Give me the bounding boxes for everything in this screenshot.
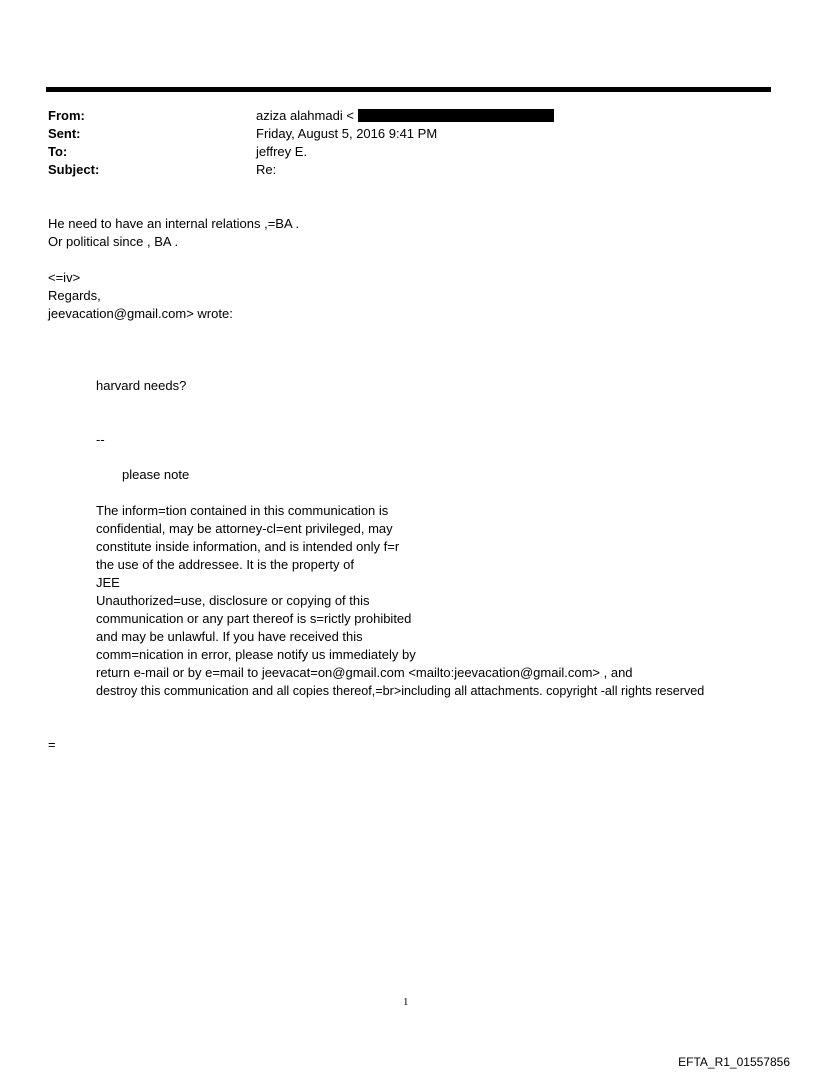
body-line-2: Or political since , BA . bbox=[48, 234, 179, 249]
disclaimer-line: confidential, may be attorney-cl=ent privileged, may bbox=[96, 521, 393, 536]
disclaimer-line: The inform=tion contained in this communication is bbox=[96, 503, 389, 518]
disclaimer-line: Unauthorized=use, disclosure or copying of this bbox=[96, 593, 370, 608]
disclaimer-line: comm=nication in error, please notify us immediately by bbox=[96, 647, 416, 662]
body-line-5: jeevacation@gmail.com> wrote: bbox=[48, 306, 233, 321]
to-label: To: bbox=[48, 144, 68, 159]
disclaimer-line: the use of the addressee. It is the property of bbox=[96, 557, 354, 572]
redaction-block bbox=[358, 109, 554, 122]
disclaimer-line: constitute inside information, and is intended only f=r bbox=[96, 539, 400, 554]
subject-value: Re: bbox=[256, 162, 277, 177]
bates-number: EFTA_R1_01557856 bbox=[678, 1055, 790, 1069]
body-line-3: <=iv> bbox=[48, 270, 81, 285]
trailer-equals: = bbox=[48, 737, 56, 752]
body-line-4: Regards, bbox=[48, 288, 101, 303]
to-value: jeffrey E. bbox=[256, 144, 308, 159]
from-label: From: bbox=[48, 108, 85, 123]
body-line-1: He need to have an internal relations ,=BA . bbox=[48, 216, 300, 231]
from-name: aziza alahmadi < bbox=[256, 108, 354, 123]
disclaimer-line: communication or any part thereof is s=rictly prohibited bbox=[96, 611, 412, 626]
disclaimer-line: return e-mail or by e=mail to jeevacat=on@gmail.com <mailto:jeevacation@gmail.com> , and bbox=[96, 665, 633, 680]
from-value bbox=[256, 107, 554, 125]
disclaimer-line: and may be unlawful. If you have received this bbox=[96, 629, 363, 644]
sent-value: Friday, August 5, 2016 9:41 PM bbox=[256, 126, 438, 141]
disclaimer-line: destroy this communication and all copies thereof,=br>including all attachments. copyright -all rights reserved bbox=[96, 684, 705, 698]
disclaimer-line: JEE bbox=[96, 575, 120, 590]
subject-label: Subject: bbox=[48, 162, 100, 177]
sent-label: Sent: bbox=[48, 126, 81, 141]
header-rule bbox=[46, 87, 771, 92]
quoted-separator: -- bbox=[96, 432, 105, 447]
quoted-please-note: please note bbox=[122, 467, 190, 482]
quoted-question: harvard needs? bbox=[96, 378, 187, 393]
page-number: 1 bbox=[403, 996, 409, 1008]
